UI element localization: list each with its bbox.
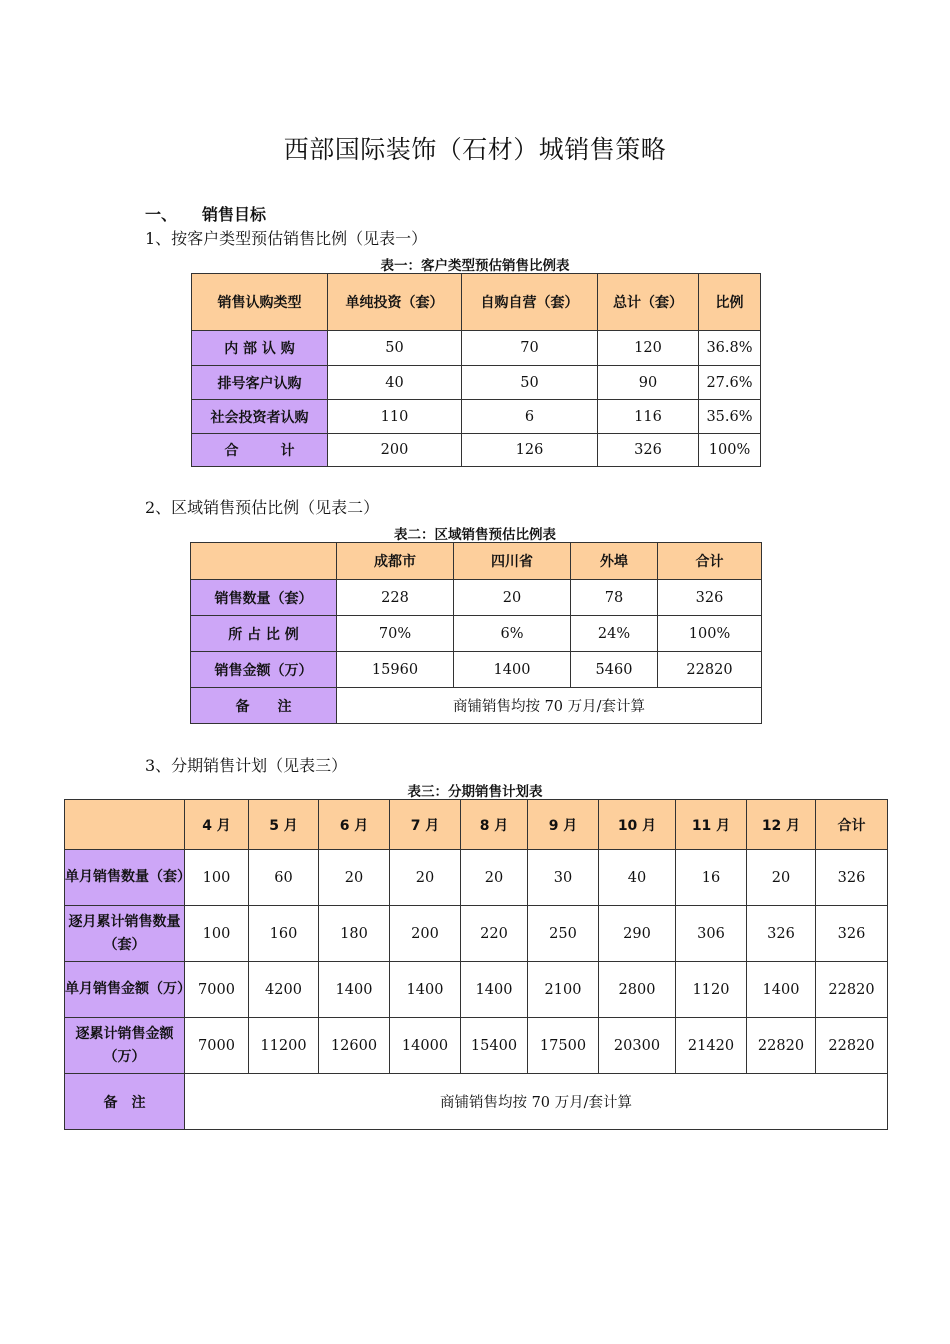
- table-cell: 17500: [528, 1018, 599, 1074]
- table-cell: 22820: [816, 962, 888, 1018]
- header-cell: 单纯投资（套）: [328, 274, 462, 331]
- table-cell: 326: [747, 906, 816, 962]
- table-cell: 1120: [676, 962, 747, 1018]
- subheading-1: 1、按客户类型预估销售比例（见表一）: [145, 229, 428, 248]
- row-label: 内 部 认 购: [192, 331, 328, 366]
- table-cell: 326: [598, 434, 699, 467]
- table-region: [190, 542, 762, 724]
- table-cell: 126: [462, 434, 598, 467]
- header-cell: 总计（套）: [598, 274, 699, 331]
- table2-caption: 表二：区域销售预估比例表: [394, 527, 556, 543]
- header-cell: 6 月: [319, 800, 390, 850]
- table-cell: 20: [461, 850, 528, 906]
- table-cell: 6: [462, 400, 598, 434]
- row-label: 单月销售金额（万）: [65, 962, 185, 1018]
- table-cell: 6%: [454, 616, 571, 652]
- table-header-row: [191, 543, 762, 580]
- table-cell: 100%: [699, 434, 761, 467]
- table-monthly-plan: [64, 799, 888, 1130]
- table-cell: 1400: [390, 962, 461, 1018]
- header-cell: 销售认购类型: [192, 274, 328, 331]
- row-label: 逐月累计销售数量（套）: [65, 906, 185, 962]
- header-cell: 11 月: [676, 800, 747, 850]
- table-cell: 20: [454, 580, 571, 616]
- header-cell: 10 月: [599, 800, 676, 850]
- table-cell: 22820: [816, 1018, 888, 1074]
- table-cell: 7000: [185, 1018, 249, 1074]
- row-label: 排号客户认购: [192, 366, 328, 400]
- table-cell: 2800: [599, 962, 676, 1018]
- note-text: 商铺销售均按 70 万月/套计算: [185, 1074, 888, 1130]
- table-cell: 200: [328, 434, 462, 467]
- table-row: [192, 366, 761, 400]
- note-text: 商铺销售均按 70 万月/套计算: [337, 688, 762, 724]
- table-cell: 326: [658, 580, 762, 616]
- table-cell: 1400: [454, 652, 571, 688]
- table-cell: 120: [598, 331, 699, 366]
- header-cell: 自购自营（套）: [462, 274, 598, 331]
- table-cell: 70: [462, 331, 598, 366]
- table-cell: 36.8%: [699, 331, 761, 366]
- table-cell: 228: [337, 580, 454, 616]
- row-label: 逐累计销售金额（万）: [65, 1018, 185, 1074]
- section-label: 销售目标: [202, 205, 267, 224]
- table-cell: 7000: [185, 962, 249, 1018]
- table-cell: 20: [319, 850, 390, 906]
- table-cell: 78: [571, 580, 658, 616]
- table-cell: 4200: [249, 962, 319, 1018]
- page-title: 西部国际装饰（石材）城销售策略: [283, 135, 667, 164]
- table-row: [192, 434, 761, 467]
- table-row: [191, 580, 762, 616]
- table-cell: 1400: [319, 962, 390, 1018]
- table-row: [191, 616, 762, 652]
- header-cell: 4 月: [185, 800, 249, 850]
- table-header-row: [192, 274, 761, 331]
- header-cell: 7 月: [390, 800, 461, 850]
- table-row: [65, 1018, 888, 1074]
- table-row: [192, 331, 761, 366]
- table-cell: 70%: [337, 616, 454, 652]
- header-cell: 合计: [816, 800, 888, 850]
- header-cell: 9 月: [528, 800, 599, 850]
- subheading-2: 2、区域销售预估比例（见表二）: [145, 498, 380, 517]
- section-number: 一、: [145, 205, 178, 224]
- table-cell: 11200: [249, 1018, 319, 1074]
- table-cell: 24%: [571, 616, 658, 652]
- table-cell: 15400: [461, 1018, 528, 1074]
- table-cell: 100: [185, 850, 249, 906]
- table-cell: 200: [390, 906, 461, 962]
- table-cell: 20: [390, 850, 461, 906]
- header-cell: 5 月: [249, 800, 319, 850]
- table-cell: 100%: [658, 616, 762, 652]
- table-cell: 110: [328, 400, 462, 434]
- table-customer-type: [191, 273, 761, 467]
- header-cell: 合计: [658, 543, 762, 580]
- table-cell: 16: [676, 850, 747, 906]
- header-cell: 外埠: [571, 543, 658, 580]
- table1-caption: 表一：客户类型预估销售比例表: [380, 258, 570, 274]
- table-row: [192, 400, 761, 434]
- header-cell: 比例: [699, 274, 761, 331]
- table-row: [65, 850, 888, 906]
- table-cell: 35.6%: [699, 400, 761, 434]
- header-cell: 12 月: [747, 800, 816, 850]
- subheading-3: 3、分期销售计划（见表三）: [145, 756, 348, 775]
- table-cell: 27.6%: [699, 366, 761, 400]
- table-header-row: [65, 800, 888, 850]
- table-cell: 2100: [528, 962, 599, 1018]
- row-label: 合 计: [192, 434, 328, 467]
- header-cell: 8 月: [461, 800, 528, 850]
- table-cell: 21420: [676, 1018, 747, 1074]
- table3-caption: 表三：分期销售计划表: [407, 784, 543, 800]
- section-heading: [145, 202, 266, 225]
- table-cell: 50: [328, 331, 462, 366]
- table-cell: 100: [185, 906, 249, 962]
- table-cell: 90: [598, 366, 699, 400]
- table-cell: 14000: [390, 1018, 461, 1074]
- note-label: 备 注: [65, 1074, 185, 1130]
- table-cell: 40: [328, 366, 462, 400]
- table-cell: 180: [319, 906, 390, 962]
- header-cell: [65, 800, 185, 850]
- table-note-row: [191, 688, 762, 724]
- table-cell: 290: [599, 906, 676, 962]
- table-cell: 22820: [658, 652, 762, 688]
- table-row: [65, 962, 888, 1018]
- table-cell: 30: [528, 850, 599, 906]
- table-cell: 306: [676, 906, 747, 962]
- table-cell: 116: [598, 400, 699, 434]
- table-cell: 50: [462, 366, 598, 400]
- table-cell: 40: [599, 850, 676, 906]
- row-label: 单月销售数量（套）: [65, 850, 185, 906]
- table-cell: 20300: [599, 1018, 676, 1074]
- table-cell: 20: [747, 850, 816, 906]
- header-cell: [191, 543, 337, 580]
- row-label: 销售金额（万）: [191, 652, 337, 688]
- table-cell: 22820: [747, 1018, 816, 1074]
- header-cell: 四川省: [454, 543, 571, 580]
- table-cell: 12600: [319, 1018, 390, 1074]
- row-label: 所 占 比 例: [191, 616, 337, 652]
- table-cell: 220: [461, 906, 528, 962]
- table-cell: 15960: [337, 652, 454, 688]
- table-row: [191, 652, 762, 688]
- table-cell: 326: [816, 906, 888, 962]
- row-label: 销售数量（套）: [191, 580, 337, 616]
- table-note-row: [65, 1074, 888, 1130]
- note-label: 备 注: [191, 688, 337, 724]
- table-cell: 5460: [571, 652, 658, 688]
- table-cell: 326: [816, 850, 888, 906]
- row-label: 社会投资者认购: [192, 400, 328, 434]
- table-cell: 250: [528, 906, 599, 962]
- table-cell: 1400: [461, 962, 528, 1018]
- table-cell: 160: [249, 906, 319, 962]
- header-cell: 成都市: [337, 543, 454, 580]
- table-row: [65, 906, 888, 962]
- table-cell: 60: [249, 850, 319, 906]
- table-cell: 1400: [747, 962, 816, 1018]
